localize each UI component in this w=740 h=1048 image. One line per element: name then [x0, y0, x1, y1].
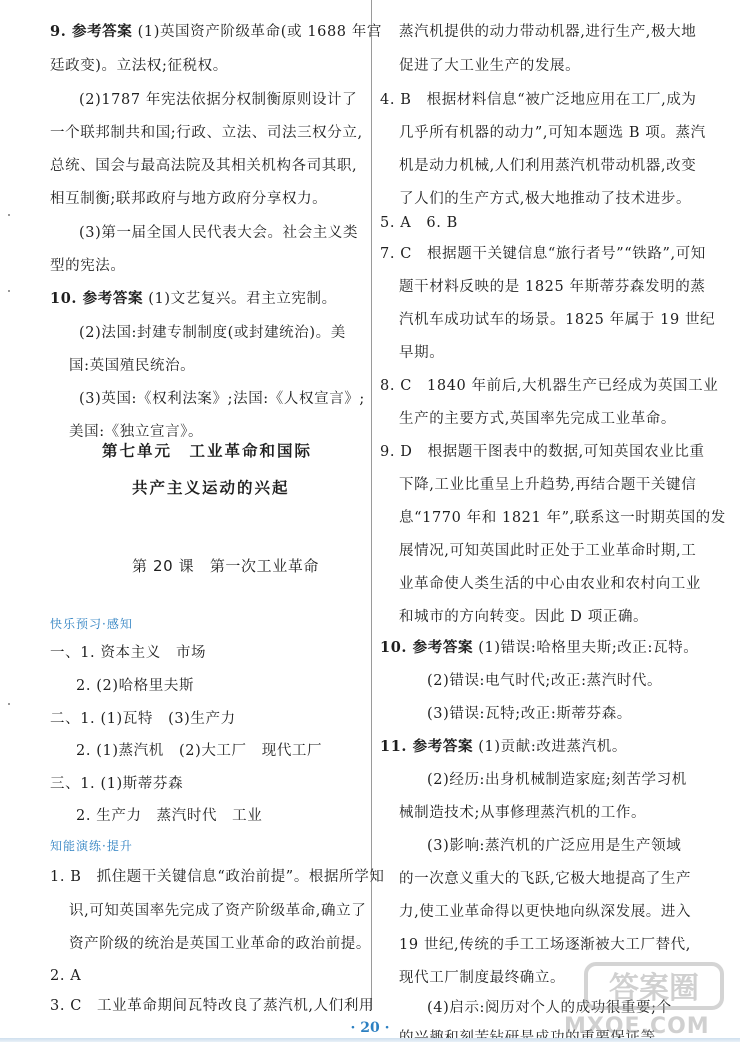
preview-item-1: 一、1. 资本主义 市场	[50, 645, 207, 661]
q9-line6-right: 和城市的方向转变。因此 D 项正确。	[399, 609, 649, 625]
q7-line1: 7. C 根据题干关键信息“旅行者号”“铁路”,可知	[380, 246, 706, 262]
q9-line1: 9. 参考答案 (1)英国资产阶级革命(或 1688 年宫	[50, 23, 383, 40]
q4-line1: 4. B 根据材料信息“被广泛地应用在工厂,成为	[380, 92, 697, 108]
watermark-logo-text: 答案圈	[609, 971, 699, 1006]
unit-title-line1: 第七单元 工业革命和国际	[102, 441, 313, 460]
watermark-logo	[584, 958, 724, 1012]
q4-line4: 了人们的生产方式,极大地推动了技术进步。	[399, 191, 692, 207]
q11-line9: (4)启示:阅历对个人的成功很重要;个	[427, 1000, 672, 1016]
q9-line3-right: 息“1770 年和 1821 年”,联系这一时期英国的发	[399, 510, 726, 526]
q10-line1-text: (1)文艺复兴。君主立宪制。	[148, 291, 337, 307]
q11-line8: 现代工厂制度最终确立。	[399, 970, 566, 986]
q11-line4: (3)影响:蒸汽机的广泛应用是生产领域	[427, 838, 682, 854]
q8-line1: 8. C 1840 年前后,大机器生产已经成为英国工业	[380, 378, 719, 394]
scan-speck	[8, 290, 10, 292]
practice-q3-line1: 3. C 工业革命期间瓦特改良了蒸汽机,人们利用	[50, 998, 375, 1014]
practice-q1-line3: 资产阶级的统治是英国工业革命的政治前提。	[69, 936, 371, 952]
scan-speck	[8, 703, 10, 705]
q11-line7: 19 世纪,传统的手工工场逐渐被大工厂替代,	[399, 937, 691, 953]
unit-title-line2: 共产主义运动的兴起	[132, 478, 290, 497]
q9-line5: 总统、国会与最高法院及其相关机构各司其职,	[50, 158, 358, 174]
q3-cont-line1: 蒸汽机提供的动力带动机器,进行生产,极大地	[399, 24, 697, 40]
q9-line4: 一个联邦制共和国;行政、立法、司法三权分立,	[50, 125, 363, 141]
lesson-title: 第 20 课 第一次工业革命	[132, 557, 320, 575]
preview-item-2: 2. (2)哈格里夫斯	[76, 678, 195, 694]
q7-line2: 题干材料反映的是 1825 年斯蒂芬森发明的蒸	[399, 279, 706, 295]
q9-line2-right: 下降,工业比重呈上升趋势,再结合题干关键信	[399, 477, 697, 493]
q10-line4: (3)英国:《权利法案》;法国:《人权宣言》;	[79, 391, 365, 407]
q7-line4: 早期。	[399, 345, 445, 361]
preview-item-3: 二、1. (1)瓦特 (3)生产力	[50, 711, 236, 727]
q10-right-line3: (3)错误:瓦特;改正:斯蒂芬森。	[427, 706, 632, 722]
q10-right-line2: (2)错误:电气时代;改正:蒸汽时代。	[427, 673, 663, 689]
q10-right-line1-text: (1)错误:哈格里夫斯;改正:瓦特。	[478, 640, 699, 656]
q10-line2: (2)法国:封建专制制度(或封建统治)。美	[79, 325, 346, 341]
watermark-site: MXQE.COM	[564, 1014, 710, 1039]
q4-line2: 几乎所有机器的动力”,可知本题选 B 项。蒸汽	[399, 125, 706, 141]
q9-line1-text: (1)英国资产阶级革命(或 1688 年宫	[137, 24, 383, 40]
q9-line6: 相互制衡;联邦政府与地方政府分享权力。	[50, 191, 328, 207]
q11-line3: 械制造技术;从事修理蒸汽机的工作。	[399, 805, 647, 821]
q11-line1-text: (1)贡献:改进蒸汽机。	[478, 739, 627, 755]
section-preview-heading: 快乐预习·感知	[50, 617, 133, 631]
q9-line5-right: 业革命使人类生活的中心由农业和农村向工业	[399, 576, 701, 592]
q11-line1: 11. 参考答案 (1)贡献:改进蒸汽机。	[380, 738, 627, 755]
q11-line2: (2)经历:出身机械制造家庭;刻苦学习机	[427, 772, 687, 788]
q10-line1: 10. 参考答案 (1)文艺复兴。君主立宪制。	[50, 290, 337, 307]
q9-line4-right: 展情况,可知英国此时正处于工业革命时期,工	[399, 543, 697, 559]
preview-item-5: 三、1. (1)斯蒂芬森	[50, 776, 184, 792]
q10-right-line1: 10. 参考答案 (1)错误:哈格里夫斯;改正:瓦特。	[380, 639, 699, 656]
scan-speck	[8, 214, 10, 216]
q9-line8: 型的宪法。	[50, 258, 126, 274]
preview-item-6: 2. 生产力 蒸汽时代 工业	[76, 808, 263, 824]
practice-q2: 2. A	[50, 968, 82, 984]
q3-cont-line2: 促进了大工业生产的发展。	[399, 58, 581, 74]
section-practice-heading: 知能演练·提升	[50, 839, 133, 853]
q5-6: 5. A 6. B	[380, 215, 458, 231]
q10-line5: 美国:《独立宣言》。	[69, 424, 204, 440]
q9-line3: (2)1787 年宪法依据分权制衡原则设计了	[79, 92, 358, 108]
column-divider	[371, 0, 372, 1010]
q7-line3: 汽机车成功试车的场景。1825 年属于 19 世纪	[399, 312, 716, 328]
practice-q1-line2: 识,可知英国率先完成了资产阶级革命,确立了	[69, 903, 367, 919]
page-number: · 20 ·	[350, 1020, 390, 1036]
practice-q1-line1: 1. B 抓住题干关键信息“政治前提”。根据所学知	[50, 869, 385, 885]
q4-line3: 机是动力机械,人们利用蒸汽机带动机器,改变	[399, 158, 697, 174]
q8-line2: 生产的主要方式,英国率先完成工业革命。	[399, 411, 677, 427]
q9-line2: 廷政变)。立法权;征税权。	[50, 58, 228, 74]
q9-line1-right: 9. D 根据题干图表中的数据,可知英国农业比重	[380, 444, 705, 460]
q11-line6: 力,使工业革命得以更快地向纵深发展。进入	[399, 904, 692, 920]
q10-line3: 国:英国殖民统治。	[69, 358, 196, 374]
q11-line5: 的一次意义重大的飞跃,它极大地提高了生产	[399, 871, 692, 887]
q9-line7: (3)第一届全国人民代表大会。社会主义类	[79, 225, 359, 241]
preview-item-4: 2. (1)蒸汽机 (2)大工厂 现代工厂	[76, 743, 323, 759]
